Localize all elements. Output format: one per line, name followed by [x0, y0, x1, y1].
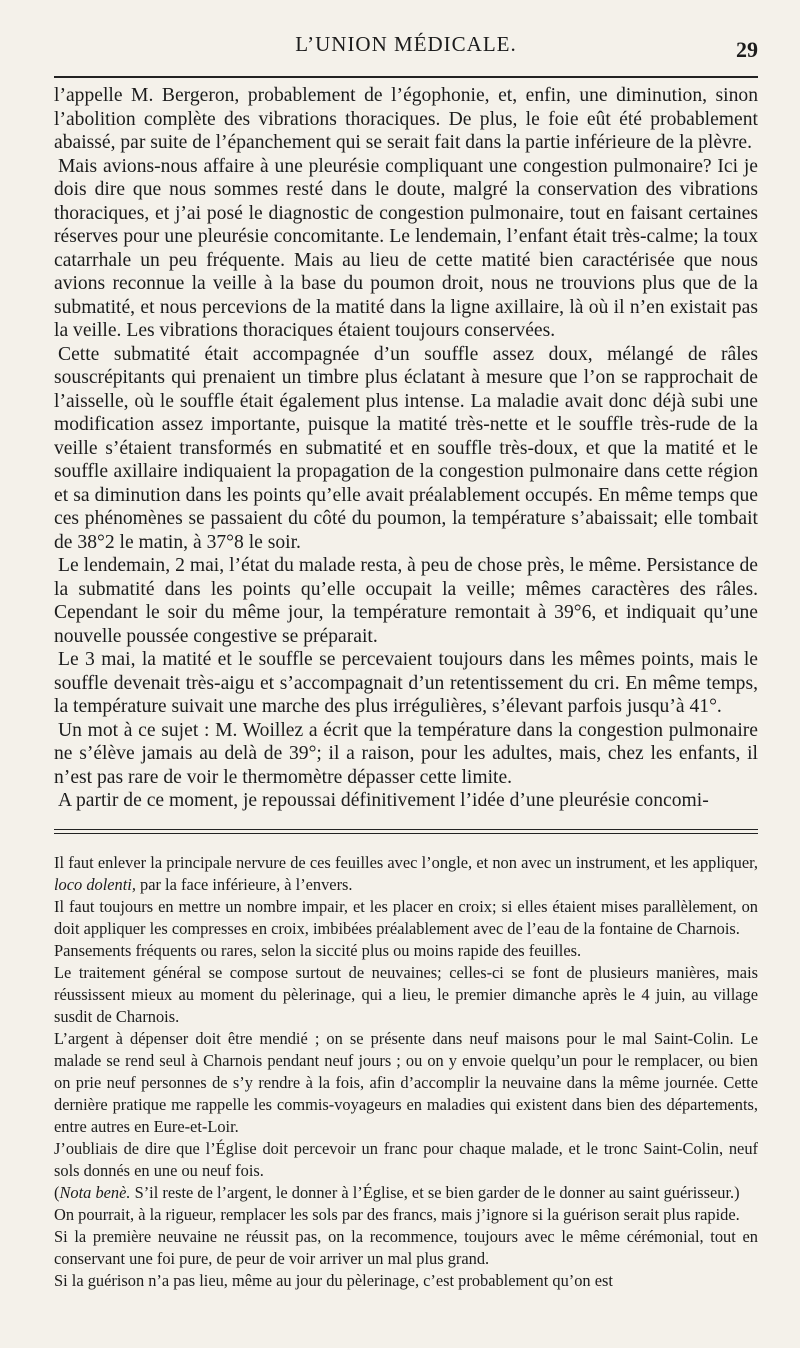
header-rule	[54, 76, 758, 78]
feuilleton-paragraph: Si la première neuvaine ne réussit pas, on la recommence, toujours avec le même cérémonial, tout en conservant une foi pure, de peur de voir arriver un mal plus grand.	[54, 1226, 758, 1268]
section-divider	[54, 829, 758, 834]
feuilleton-paragraph: Il faut enlever la principale nervure de ces feuilles avec l’ongle, et non avec un instrument, et les appliquer, loco dolenti, par la face inférieure, à l’envers.	[54, 852, 758, 894]
page-number: 29	[736, 37, 758, 62]
journal-title: L’UNION MÉDICALE.	[295, 32, 517, 56]
main-paragraph: Un mot à ce sujet : M. Woillez a écrit que la température dans la congestion pulmonaire ne s’élève jamais au delà de 39°; il a raison, pour les adultes, mais, chez les enfants, il n’est pas rare de voir le thermomètre dépasser cette limite.	[54, 719, 758, 788]
feuilleton-paragraph: Le traitement général se compose surtout de neuvaines; celles-ci se font de plusieurs manières, mais réussissent mieux au moment du pèlerinage, qui a lieu, le premier dimanche après le 4 juin, au village susdit de Charnois.	[54, 962, 758, 1026]
feuilleton-paragraph: Il faut toujours en mettre un nombre impair, et les placer en croix; si elles étaient mises parallèlement, on doit appliquer les compresses en croix, imbibées préalablement avec de l’eau de la fontaine de Charnois.	[54, 896, 758, 938]
feuilleton-paragraph: On pourrait, à la rigueur, remplacer les sols par des francs, mais j’ignore si la guérison serait plus rapide.	[54, 1204, 740, 1224]
main-paragraph: Le 3 mai, la matité et le souffle se percevaient toujours dans les mêmes points, mais le souffle devenait très-aigu et s’accompagnait d’un retentissement du cri. En même temps, la température suivait une marche des plus irrégulières, s’élevant parfois jusqu’à 41°.	[54, 649, 758, 717]
main-text	[54, 84, 758, 813]
feuilleton-paragraph: Pansements fréquents ou rares, selon la siccité plus ou moins rapide des feuilles.	[54, 940, 582, 960]
feuilleton-paragraph: (Nota benè. S’il reste de l’argent, le donner à l’Église, et se bien garder de le donner au saint guérisseur.)	[54, 1182, 740, 1202]
feuilleton-text	[54, 852, 758, 1292]
main-paragraph: Cette submatité était accompagnée d’un souffle assez doux, mélangé de râles souscrépitants qui prenaient un timbre plus éclatant à mesure que l’on se rapprochait de l’aisselle, où le souffle était également plus intense. La maladie avait donc déjà subi une modification assez importante, puisque la matité très-nette et le souffle très-rude de la veille s’étaient transformés en submatité et en souffle très-doux, et que la matité et le souffle axillaire indiquaient la propagation de la congestion pulmonaire dans cette région et sa diminution dans les points qu’elle avait préalablement occupés. En même temps que ces phénomènes se passaient du côté du poumon, la température s’abaissait; elle tombait de 38°2 le matin, à 37°8 le soir.	[54, 343, 758, 553]
main-paragraph: l’appelle M. Bergeron, probablement de l’égophonie, et, enfin, une diminution, sinon l’abolition complète des vibrations thoraciques. De plus, le foie eût été probablement abaissé, par suite de l’épanchement qui se serait fait dans la partie inférieure de la plèvre.	[54, 85, 758, 153]
main-paragraph: Le lendemain, 2 mai, l’état du malade resta, à peu de chose près, le même. Persistance de la submatité dans les points qu’elle occupait la veille; mêmes caractères des râles. Cependant le soir du même jour, la température remontait à 39°6, et indiquait qu’une nouvelle poussée congestive se préparait.	[54, 555, 758, 647]
page-header	[54, 0, 758, 62]
main-paragraph: Mais avions-nous affaire à une pleurésie compliquant une congestion pulmonaire? Ici je dois dire que nous sommes resté dans le doute, malgré la conservation des vibrations thoraciques, et j’ai posé le diagnostic de congestion pulmonaire, tout en faisant certaines réserves pour une pleurésie concomitante. Le lendemain, l’enfant était très-calme; la toux catarrhale un peu fréquente. Mais au lieu de cette matité bien caractérisée que nous avions reconnue la veille à la base du poumon droit, nous ne trouvions plus que de la submatité, et nous percevions de la matité dans la ligne axillaire, là où il n’en existait pas la veille. Les vibrations thoraciques étaient toujours conservées.	[54, 155, 758, 341]
feuilleton-paragraph: J’oubliais de dire que l’Église doit percevoir un franc pour chaque malade, et le tronc Saint-Colin, neuf sols donnés en une ou neuf fois.	[54, 1138, 758, 1180]
main-paragraph: A partir de ce moment, je repoussai définitivement l’idée d’une pleurésie concomi-	[58, 790, 709, 811]
feuilleton-paragraph: Si la guérison n’a pas lieu, même au jour du pèlerinage, c’est probablement qu’on est	[54, 1270, 613, 1290]
feuilleton-paragraph: L’argent à dépenser doit être mendié ; on se présente dans neuf maisons pour le mal Saint-Colin. Le malade se rend seul à Charnois pendant neuf jours ; ou on y envoie quelqu’un pour le remplacer, ou bien on prie neuf personnes de s’y rendre à la fois, afin d’accomplir la neuvaine dans la même journée. Cette dernière pratique me rappelle les commis-voyageurs en maladies qui existent dans bien des départements, entre autres en Eure-et-Loir.	[54, 1028, 758, 1136]
